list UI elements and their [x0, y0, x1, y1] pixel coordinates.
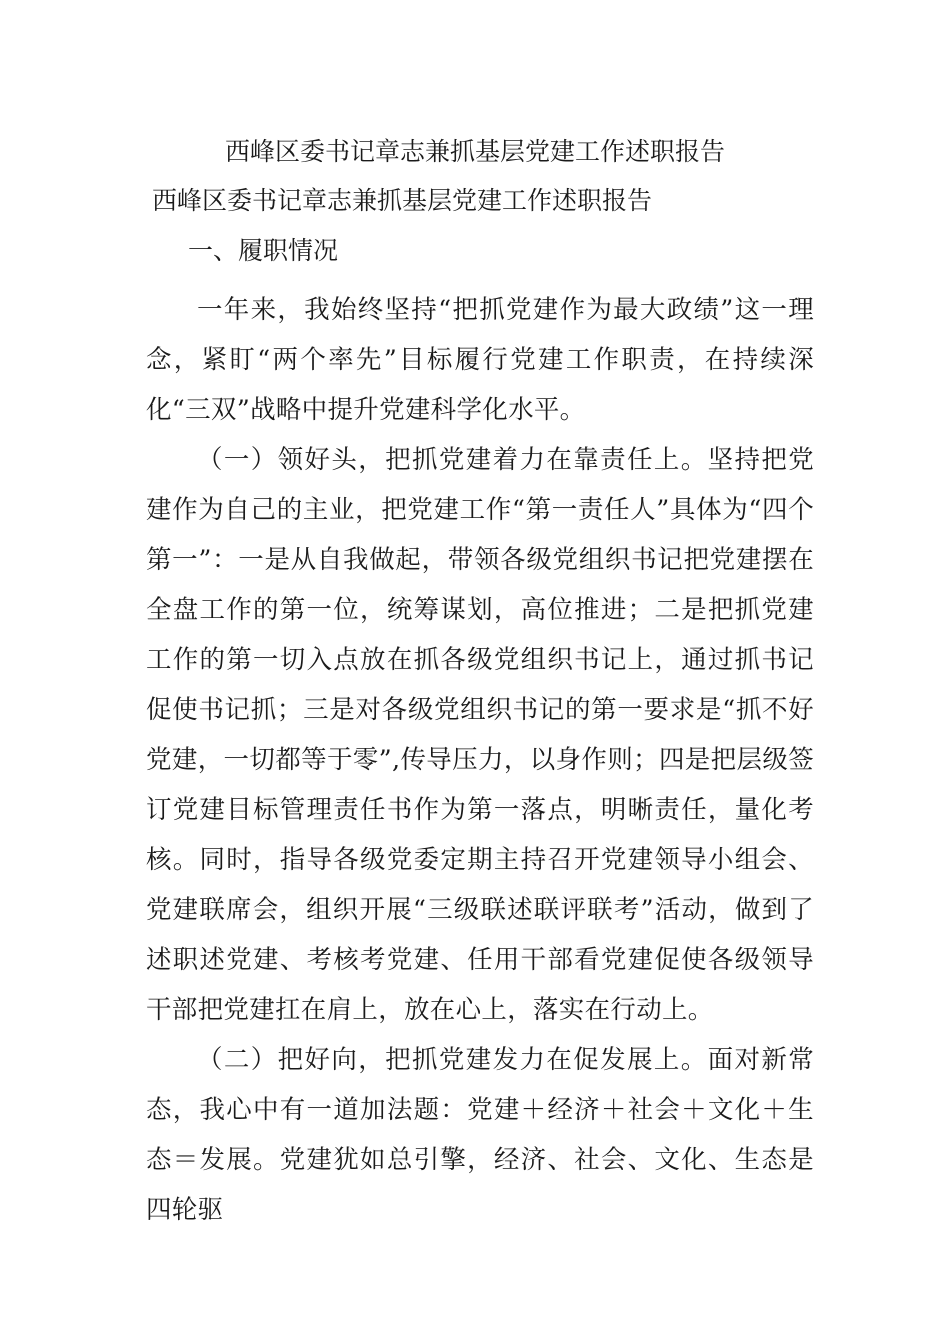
document-body — [146, 285, 814, 1235]
paragraph-direction-development: （二）把好向，把抓党建发力在促发展上。面对新常态，我心中有一道加法题：党建＋经济＋社会＋文化＋生态＝发展。党建犹如总引擎，经济、社会、文化、生态是四轮驱 — [146, 1045, 814, 1225]
document-title: 西峰区委书记章志兼抓基层党建工作述职报告 — [224, 137, 725, 166]
section-heading: 一、履职情况 — [188, 236, 339, 265]
paragraph-lead-responsibility: （一）领好头，把抓党建着力在靠责任上。坚持把党建作为自己的主业，把党建工作“第一责任人”具体为“四个第一”：一是从自我做起，带领各级党组织书记把党建摆在全盘工作的第一位，统筹谋划，高位推进；二是把抓党建工作的第一切入点放在抓各级党组织书记上，通过抓书记促使书记抓；三是对各级党组织书记的第一要求是“抓不好党建，一切都等于零”,传导压力，以身作则；四是把层级签订党建目标管理责任书作为第一落点，明晰责任，量化考核。同时，指导各级党委定期主持召开党建领导小组会、党建联席会，组织开展“三级联述联评联考”活动，做到了述职述党建、考核考党建、任用干部看党建促使各级领导干部把党建扛在肩上，放在心上，落实在行动上。 — [146, 445, 814, 1025]
document-subtitle: 西峰区委书记章志兼抓基层党建工作述职报告 — [152, 186, 653, 215]
paragraph-intro: 一年来，我始终坚持“把抓党建作为最大政绩”这一理念，紧盯“两个率先”目标履行党建工作职责，在持续深化“三双”战略中提升党建科学化水平。 — [146, 295, 814, 425]
